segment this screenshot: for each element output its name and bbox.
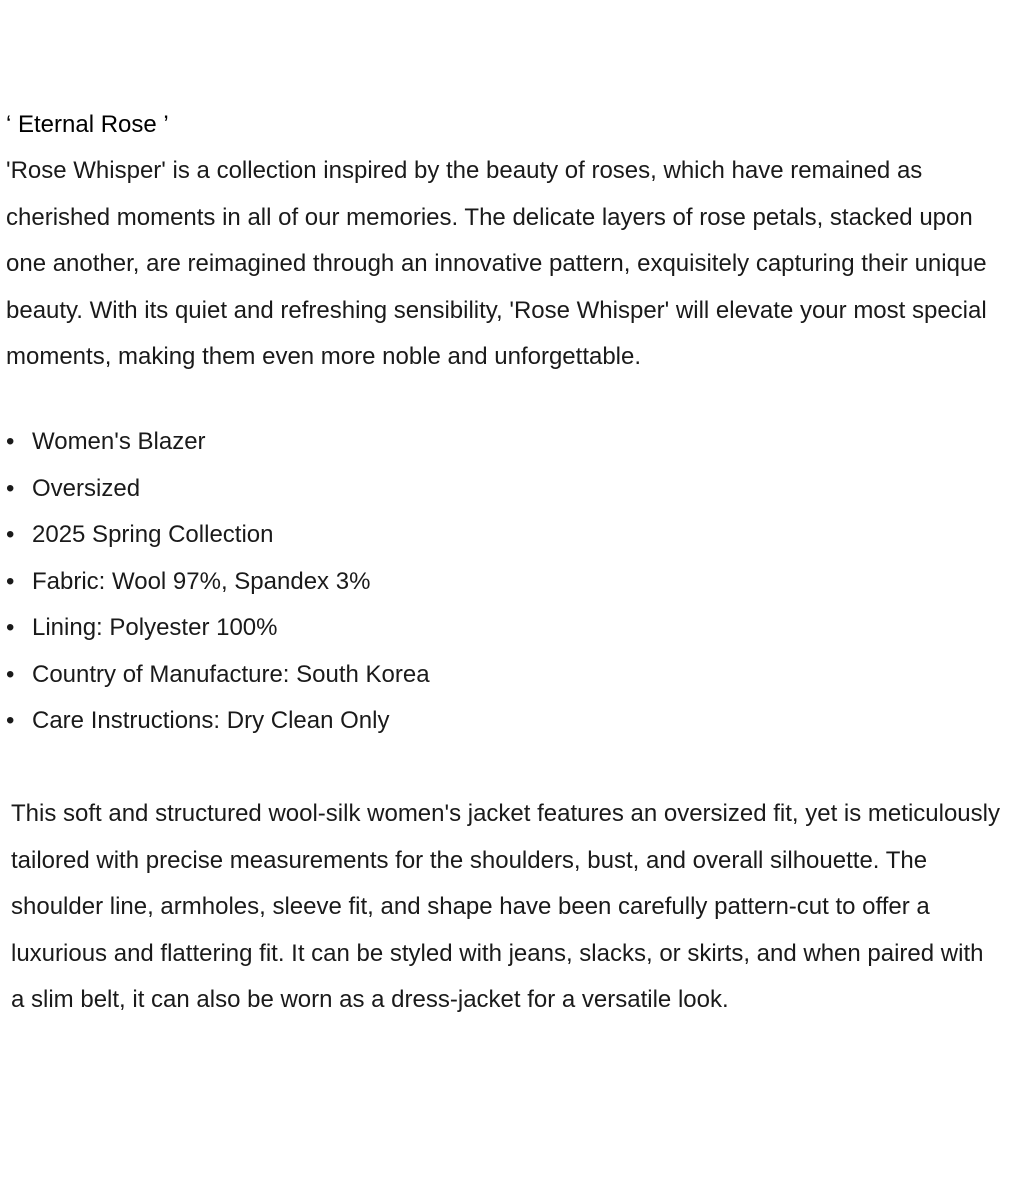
collection-intro: 'Rose Whisper' is a collection inspired by the beauty of roses, which have remained as cherished moments in all of our memories. The delicate layers of rose petals, stacked upon one another, are reimagined through an innovative pattern, exquisitely capturing their unique beauty. With its quiet and refreshing sensibility, 'Rose Whisper' will elevate your most special moments, making them even more noble and unforgettable. — [6, 157, 987, 370]
bullet-icon: • — [6, 521, 15, 548]
feature-text: Country of Manufacture: South Korea — [32, 660, 430, 688]
feature-text: Women's Blazer — [32, 428, 206, 455]
feature-text: Fabric: Wool 97%, Spandex 3% — [32, 567, 371, 595]
bullet-icon: • — [6, 474, 15, 502]
list-item — [6, 605, 430, 652]
bullet-icon: • — [6, 567, 15, 595]
list-item — [6, 419, 430, 466]
feature-text: Oversized — [32, 474, 141, 502]
product-details: This soft and structured wool-silk women's jacket features an oversized fit, yet is meticulously tailored with precise measurements for the shoulders, bust, and overall silhouette. The shoulder line, armholes, sleeve fit, and shape have been carefully pattern-cut to offer a luxurious and flattering fit. It can be styled with jeans, slacks, or skirts, and when paired with a slim belt, it can also be worn as a dress-jacket for a versatile look. — [11, 800, 1000, 1013]
feature-list — [6, 419, 430, 745]
feature-text: Lining: Polyester 100% — [32, 614, 278, 641]
list-item — [6, 559, 430, 606]
bullet-icon: • — [6, 614, 15, 641]
bullet-icon: • — [6, 707, 15, 734]
collection-title: ‘ Eternal Rose ’ — [6, 111, 169, 138]
list-item — [6, 652, 430, 699]
feature-text: Care Instructions: Dry Clean Only — [32, 707, 390, 734]
feature-text: 2025 Spring Collection — [32, 521, 274, 548]
bullet-icon: • — [6, 428, 15, 455]
bullet-icon: • — [6, 660, 15, 688]
list-item — [6, 466, 430, 513]
list-item — [6, 512, 430, 559]
list-item — [6, 698, 430, 745]
